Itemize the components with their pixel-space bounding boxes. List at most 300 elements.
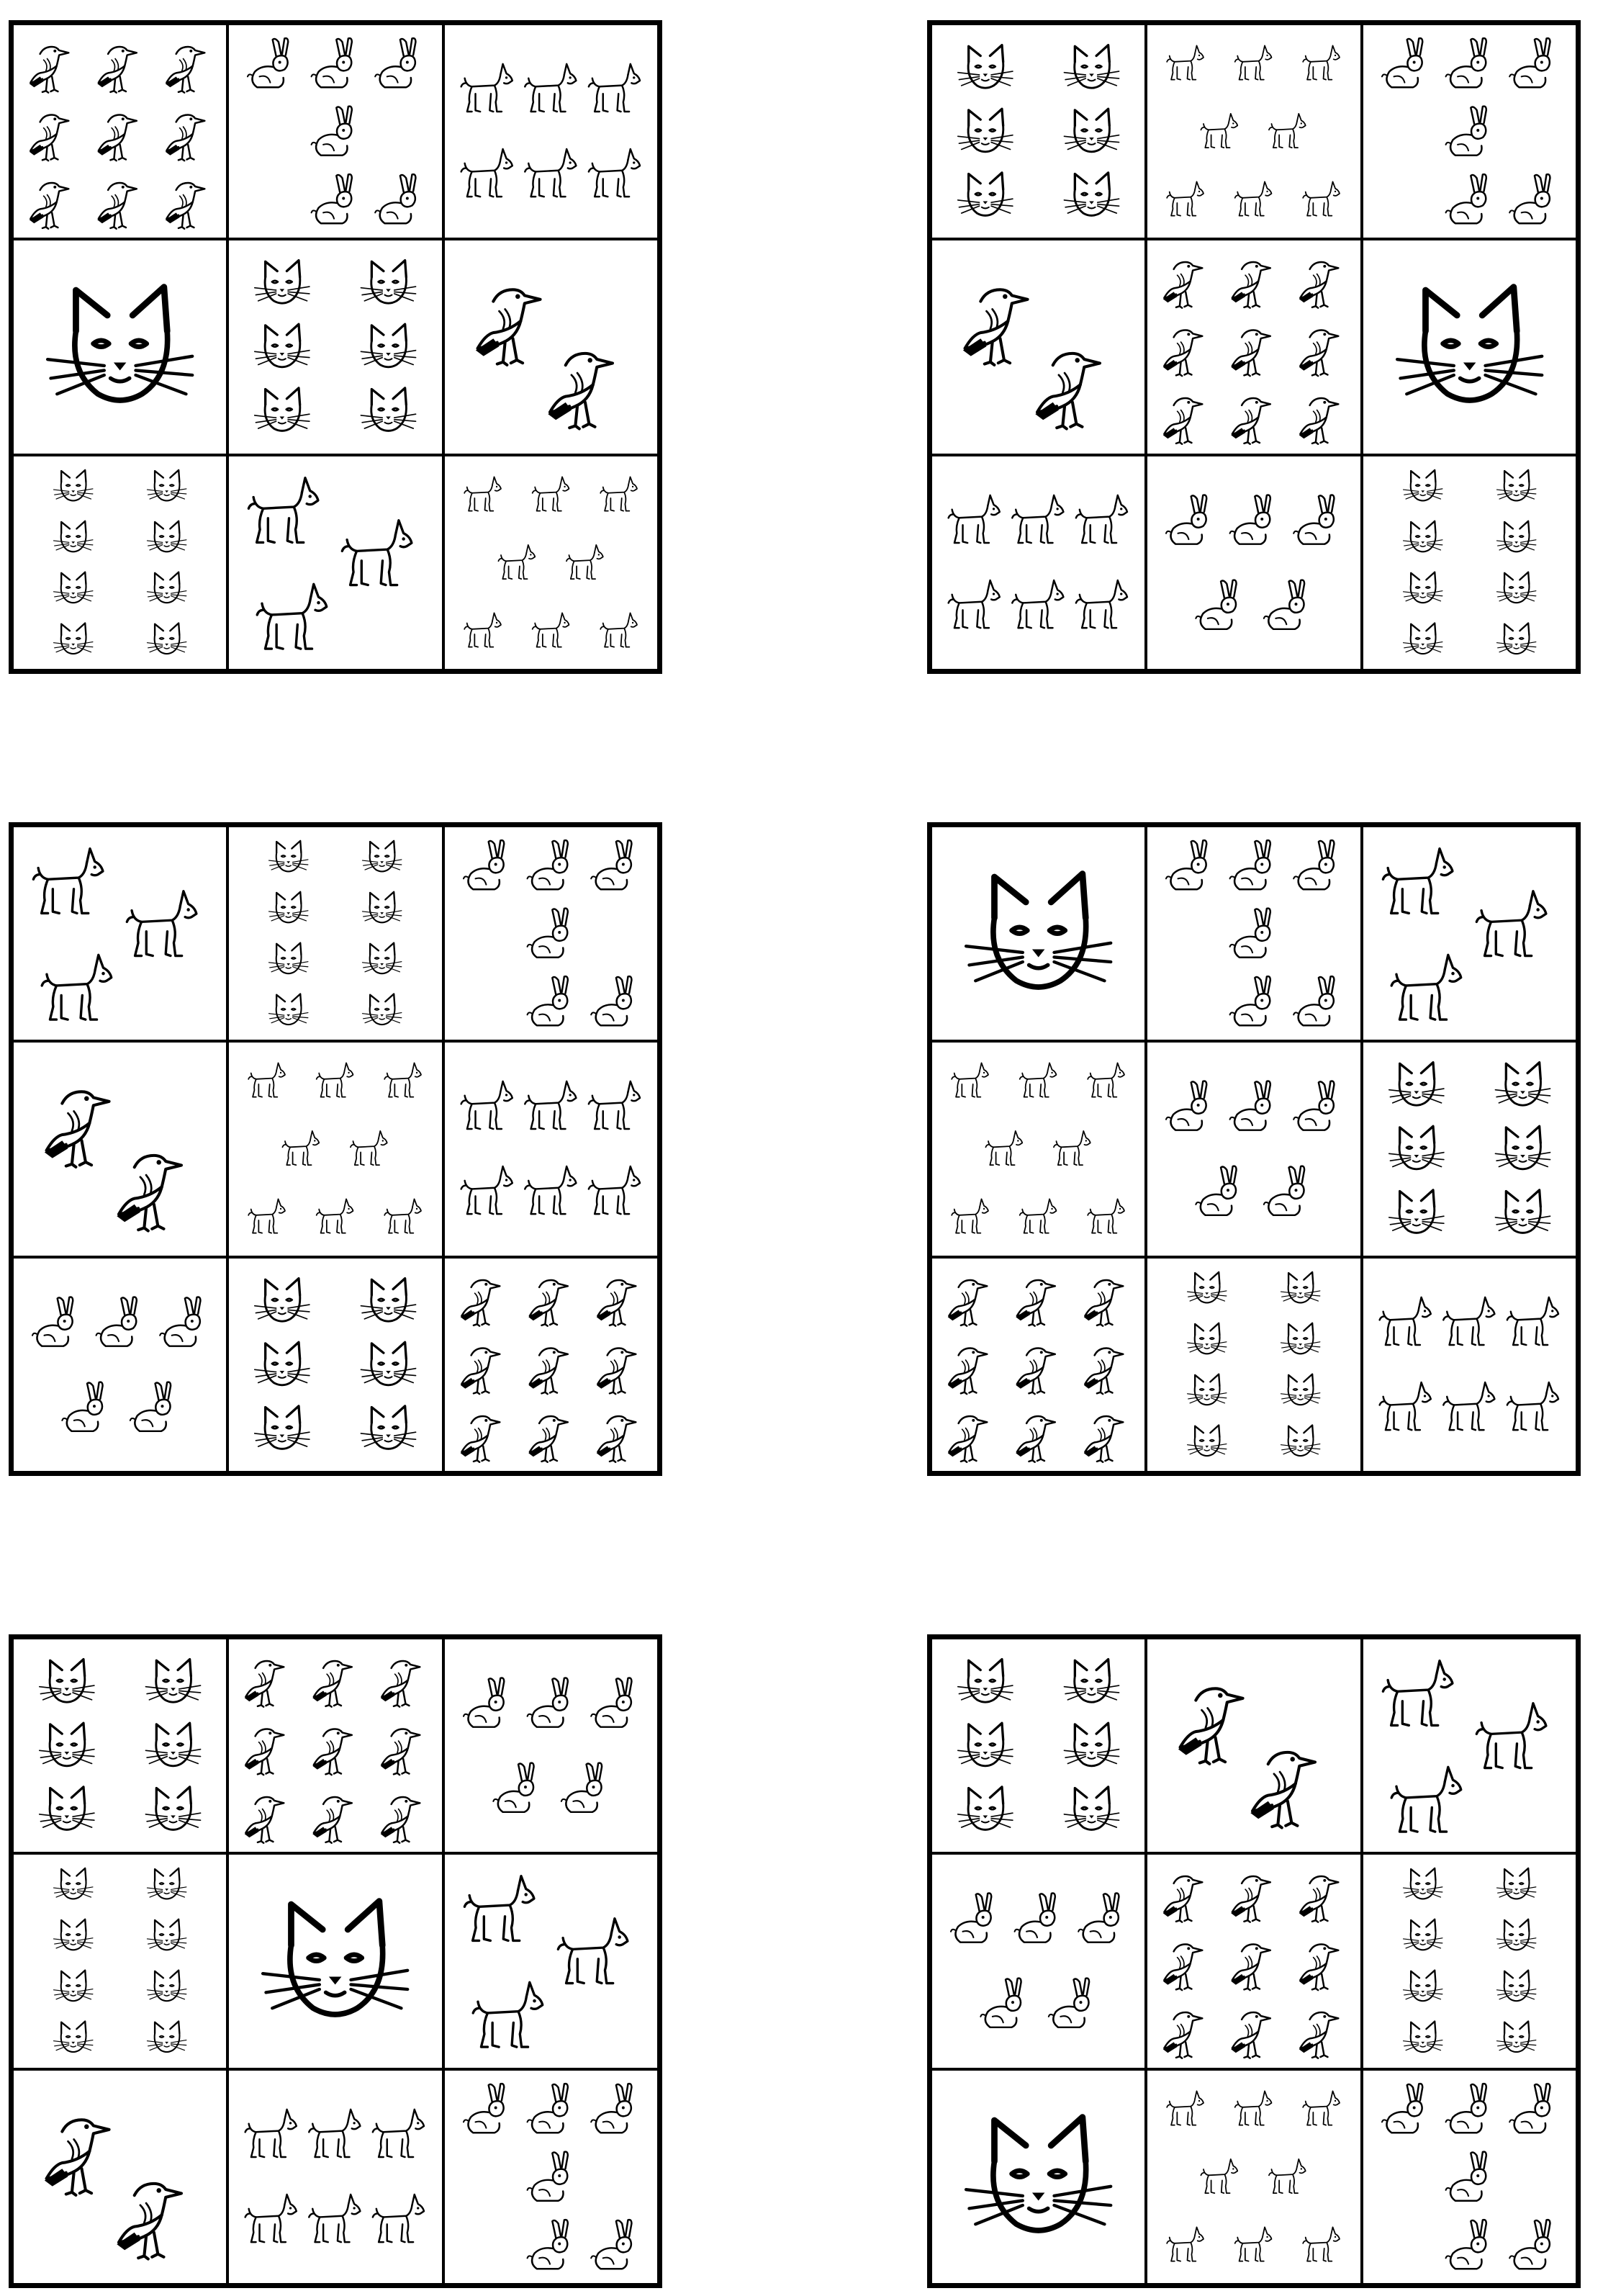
- dog-icon: [1054, 1131, 1091, 1165]
- bird-icon: [1299, 1876, 1339, 1922]
- rabbit-icon: [312, 38, 352, 87]
- dog-icon: [1269, 2159, 1306, 2193]
- dog-icon: [589, 1081, 640, 1129]
- bingo-cell-cat-8[interactable]: [1362, 455, 1577, 670]
- dog-icon: [558, 1919, 628, 1984]
- bingo-cell-dog-8[interactable]: [1146, 24, 1361, 239]
- bingo-cell-cat-6[interactable]: [931, 24, 1146, 239]
- cat-icon: [263, 1901, 407, 2014]
- cat-group: [14, 1639, 226, 1852]
- cat-icon: [1388, 1190, 1443, 1233]
- rabbit-group: [445, 1639, 657, 1852]
- dog-group: [14, 827, 226, 1040]
- cat-icon: [147, 521, 186, 552]
- dog-icon: [1269, 114, 1306, 148]
- cat-group: [229, 1855, 441, 2067]
- bird-icon: [245, 1797, 284, 1843]
- rabbit-icon: [248, 38, 288, 87]
- dog-icon: [525, 149, 576, 197]
- cat-icon: [1403, 2022, 1442, 2053]
- cat-icon: [1188, 1272, 1227, 1303]
- dog-icon: [1201, 114, 1238, 148]
- cat-icon: [147, 1919, 186, 1950]
- rabbit-icon: [1196, 580, 1237, 629]
- bingo-cell-cat-1[interactable]: [931, 826, 1146, 1041]
- dog-icon: [952, 1199, 988, 1233]
- dog-group: [445, 25, 657, 238]
- bingo-cell-bird-9[interactable]: [227, 1638, 443, 1853]
- bingo-cell-dog-6[interactable]: [227, 2069, 443, 2284]
- dog-icon: [310, 2110, 361, 2157]
- rabbit-icon: [312, 107, 352, 156]
- dog-icon: [1476, 891, 1546, 956]
- bird-icon: [1299, 262, 1339, 308]
- rabbit-icon: [96, 1297, 137, 1346]
- bingo-cell-rabbit-6[interactable]: [227, 24, 443, 239]
- bingo-cell-rabbit-6[interactable]: [443, 826, 659, 1041]
- bingo-cell-bird-2[interactable]: [931, 239, 1146, 454]
- bird-icon: [1163, 1945, 1203, 1991]
- cat-icon: [147, 2022, 186, 2053]
- bird-icon: [166, 115, 205, 161]
- cat-group: [932, 827, 1144, 1040]
- rabbit-icon: [1166, 495, 1206, 544]
- bingo-cell-bird-9[interactable]: [1146, 1853, 1361, 2068]
- bingo-cell-rabbit-6[interactable]: [1362, 24, 1577, 239]
- bingo-board-2: [927, 20, 1581, 674]
- cat-icon: [255, 1278, 310, 1321]
- rabbit-icon: [561, 1763, 602, 1812]
- bird-icon: [1232, 1945, 1271, 1991]
- rabbit-icon: [312, 174, 352, 223]
- dog-icon: [385, 1063, 422, 1097]
- rabbit-group: [445, 2071, 657, 2283]
- cat-icon: [1064, 1723, 1119, 1766]
- bird-icon: [1084, 1348, 1124, 1394]
- rabbit-icon: [1166, 840, 1206, 889]
- cat-icon: [269, 943, 308, 974]
- dog-group: [445, 456, 657, 669]
- cat-icon: [958, 173, 1013, 216]
- cat-icon: [1496, 2022, 1535, 2053]
- dog-icon: [248, 1199, 285, 1233]
- rabbit-icon: [1230, 909, 1270, 958]
- bingo-cell-dog-3[interactable]: [12, 826, 227, 1041]
- bingo-cell-cat-8[interactable]: [1362, 1853, 1577, 2068]
- bingo-cell-dog-8[interactable]: [931, 1041, 1146, 1256]
- cat-icon: [1496, 623, 1535, 654]
- rabbit-icon: [376, 38, 416, 87]
- rabbit-icon: [1509, 38, 1550, 87]
- bird-icon: [381, 1797, 420, 1843]
- rabbit-icon: [591, 2084, 631, 2133]
- dog-icon: [461, 64, 512, 112]
- bird-icon: [1299, 1945, 1339, 1991]
- rabbit-icon: [591, 2220, 631, 2269]
- rabbit-icon: [160, 1297, 200, 1346]
- cat-icon: [1064, 45, 1119, 89]
- rabbit-icon: [527, 1678, 567, 1727]
- dog-icon: [1379, 1297, 1430, 1345]
- bingo-cell-bird-9[interactable]: [1146, 239, 1361, 454]
- bird-icon: [1163, 398, 1203, 444]
- cat-icon: [1188, 1425, 1227, 1456]
- bird-icon: [528, 1280, 568, 1326]
- cat-group: [932, 1639, 1144, 1852]
- bird-icon: [460, 1348, 500, 1394]
- bird-icon: [1035, 354, 1100, 429]
- bird-icon: [1299, 330, 1339, 377]
- bingo-cell-rabbit-6[interactable]: [1362, 2069, 1577, 2284]
- dog-icon: [1167, 181, 1204, 215]
- bingo-cell-rabbit-6[interactable]: [443, 2069, 659, 2284]
- bingo-cell-cat-6[interactable]: [12, 1638, 227, 1853]
- bingo-cell-dog-3[interactable]: [443, 1853, 659, 2068]
- cat-icon: [145, 1787, 200, 1830]
- cat-icon: [361, 388, 416, 431]
- bingo-board-4: [927, 822, 1581, 1476]
- bird-icon: [1232, 330, 1271, 377]
- bingo-cell-dog-3[interactable]: [1362, 826, 1577, 1041]
- bingo-cell-cat-1[interactable]: [931, 2069, 1146, 2284]
- dog-icon: [525, 1081, 576, 1129]
- rabbit-icon: [1230, 1081, 1270, 1130]
- bird-icon: [313, 1729, 353, 1775]
- dog-icon: [245, 2110, 297, 2157]
- bird-icon: [963, 290, 1028, 366]
- bingo-cell-dog-6[interactable]: [931, 455, 1146, 670]
- cat-icon: [1281, 1425, 1320, 1456]
- cat-icon: [363, 994, 402, 1025]
- dog-icon: [525, 1166, 576, 1214]
- bingo-cell-bird-9[interactable]: [12, 24, 227, 239]
- rabbit-group: [1363, 2071, 1576, 2283]
- bingo-cell-rabbit-5[interactable]: [443, 1638, 659, 1853]
- cat-icon: [145, 1723, 200, 1766]
- cat-group: [1363, 1855, 1576, 2067]
- bird-group: [1147, 240, 1360, 453]
- rabbit-icon: [1264, 580, 1304, 629]
- rabbit-icon: [464, 840, 504, 889]
- dog-icon: [461, 149, 512, 197]
- rabbit-icon: [1294, 1081, 1335, 1130]
- cat-icon: [1403, 623, 1442, 654]
- bingo-cell-rabbit-5[interactable]: [1146, 1041, 1361, 1256]
- bingo-cell-cat-1[interactable]: [12, 239, 227, 454]
- bingo-cell-rabbit-5[interactable]: [1146, 455, 1361, 670]
- cat-icon: [1388, 1127, 1443, 1170]
- dog-group: [932, 1043, 1144, 1255]
- bird-icon: [30, 115, 69, 161]
- dog-icon: [1167, 2227, 1204, 2261]
- rabbit-icon: [1230, 495, 1270, 544]
- bird-group: [1147, 1639, 1360, 1852]
- dog-icon: [283, 1131, 320, 1165]
- dog-group: [229, 1043, 441, 1255]
- bingo-cell-cat-6[interactable]: [227, 1257, 443, 1472]
- dog-icon: [1020, 1063, 1057, 1097]
- rabbit-icon: [527, 976, 567, 1025]
- dog-icon: [1076, 580, 1127, 628]
- cat-icon: [1403, 1868, 1442, 1899]
- bird-icon: [245, 1661, 284, 1707]
- cat-icon: [40, 1660, 94, 1703]
- bird-icon: [313, 1661, 353, 1707]
- rabbit-icon: [1445, 2084, 1486, 2133]
- cat-icon: [958, 1660, 1013, 1703]
- dog-icon: [127, 891, 197, 956]
- bird-icon: [117, 2184, 181, 2259]
- dog-group: [229, 2071, 441, 2283]
- rabbit-icon: [1166, 1081, 1206, 1130]
- bingo-cell-rabbit-5[interactable]: [12, 1257, 227, 1472]
- bird-icon: [97, 183, 137, 229]
- dog-icon: [952, 1063, 988, 1097]
- bingo-cell-dog-8[interactable]: [227, 1041, 443, 1256]
- bird-group: [445, 1259, 657, 1471]
- dog-icon: [1235, 181, 1272, 215]
- dog-icon: [949, 495, 1000, 543]
- cat-icon: [1403, 1919, 1442, 1950]
- bingo-cell-bird-2[interactable]: [12, 2069, 227, 2284]
- bingo-cell-dog-6[interactable]: [1362, 1257, 1577, 1472]
- cat-icon: [1397, 287, 1542, 400]
- cat-icon: [1064, 1787, 1119, 1830]
- rabbit-icon: [591, 976, 631, 1025]
- dog-icon: [985, 1131, 1022, 1165]
- bingo-cell-cat-6[interactable]: [227, 239, 443, 454]
- dog-icon: [1076, 495, 1127, 543]
- dog-icon: [1383, 1661, 1453, 1726]
- cat-group: [14, 456, 226, 669]
- bird-group: [14, 25, 226, 238]
- bingo-cell-bird-2[interactable]: [443, 239, 659, 454]
- bingo-cell-bird-2[interactable]: [12, 1041, 227, 1256]
- dog-icon: [464, 1876, 534, 1941]
- bingo-cell-cat-6[interactable]: [1362, 1041, 1577, 1256]
- bird-icon: [1232, 1876, 1271, 1922]
- bird-icon: [45, 2120, 109, 2195]
- bird-icon: [1084, 1280, 1124, 1326]
- rabbit-icon: [527, 909, 567, 958]
- dog-icon: [1476, 1703, 1546, 1768]
- cat-group: [932, 2071, 1144, 2283]
- bingo-cell-cat-1[interactable]: [227, 1853, 443, 2068]
- bingo-cell-cat-8[interactable]: [12, 1853, 227, 2068]
- cat-icon: [54, 470, 93, 501]
- cat-icon: [1064, 109, 1119, 152]
- rabbit-icon: [32, 1297, 73, 1346]
- cat-icon: [1281, 1272, 1320, 1303]
- bingo-board-3: [9, 822, 662, 1476]
- cat-icon: [145, 1660, 200, 1703]
- rabbit-icon: [1445, 2151, 1486, 2200]
- cat-icon: [48, 287, 192, 400]
- cat-icon: [255, 388, 310, 431]
- bingo-cell-cat-8[interactable]: [12, 455, 227, 670]
- dog-icon: [1167, 2091, 1204, 2125]
- rabbit-icon: [1230, 976, 1270, 1025]
- bingo-board-5: [9, 1634, 662, 2288]
- rabbit-icon: [527, 840, 567, 889]
- cat-icon: [958, 45, 1013, 89]
- bingo-cell-dog-6[interactable]: [443, 1041, 659, 1256]
- dog-icon: [589, 1166, 640, 1214]
- dog-group: [1147, 25, 1360, 238]
- dog-icon: [566, 545, 603, 579]
- dog-icon: [461, 1166, 512, 1214]
- cat-icon: [1496, 521, 1535, 552]
- cat-group: [1363, 1043, 1576, 1255]
- cat-icon: [54, 1919, 93, 1950]
- rabbit-group: [1147, 827, 1360, 1040]
- cat-icon: [361, 1342, 416, 1385]
- dog-icon: [385, 1199, 422, 1233]
- rabbit-icon: [1445, 38, 1486, 87]
- bird-icon: [30, 183, 69, 229]
- cat-icon: [1388, 1063, 1443, 1106]
- bird-group: [229, 1639, 441, 1852]
- cat-icon: [1496, 1868, 1535, 1899]
- cat-icon: [361, 325, 416, 368]
- bird-icon: [245, 1729, 284, 1775]
- dog-icon: [1391, 955, 1461, 1019]
- bingo-cell-cat-1[interactable]: [1362, 239, 1577, 454]
- bird-icon: [1016, 1416, 1055, 1462]
- rabbit-icon: [980, 1978, 1021, 2027]
- rabbit-group: [1363, 25, 1576, 238]
- dog-icon: [1507, 1297, 1558, 1345]
- bingo-cell-bird-9[interactable]: [931, 1257, 1146, 1472]
- bird-group: [1147, 1855, 1360, 2067]
- cat-icon: [363, 943, 402, 974]
- cat-icon: [958, 1787, 1013, 1830]
- rabbit-icon: [1015, 1894, 1055, 1942]
- bingo-cell-dog-8[interactable]: [1146, 2069, 1361, 2284]
- bingo-cell-bird-2[interactable]: [1146, 1638, 1361, 1853]
- rabbit-icon: [464, 1678, 504, 1727]
- rabbit-icon: [1445, 107, 1486, 156]
- cat-group: [229, 240, 441, 453]
- dog-icon: [317, 1063, 353, 1097]
- rabbit-icon: [591, 840, 631, 889]
- dog-icon: [600, 613, 637, 647]
- bird-icon: [45, 1092, 109, 1168]
- cat-icon: [54, 2022, 93, 2053]
- cat-icon: [1495, 1127, 1550, 1170]
- cat-group: [1147, 1259, 1360, 1471]
- rabbit-group: [14, 1259, 226, 1471]
- bingo-board-6: [927, 1634, 1581, 2288]
- bird-icon: [1163, 330, 1203, 377]
- cat-group: [229, 1259, 441, 1471]
- bingo-board-1: [9, 20, 662, 674]
- rabbit-icon: [62, 1382, 102, 1431]
- cat-icon: [147, 572, 186, 603]
- bird-icon: [381, 1661, 420, 1707]
- dog-icon: [464, 613, 501, 647]
- cat-icon: [1495, 1063, 1550, 1106]
- rabbit-icon: [951, 1894, 991, 1942]
- dog-icon: [1391, 1767, 1461, 1832]
- dog-icon: [525, 64, 576, 112]
- bingo-cell-cat-8[interactable]: [227, 826, 443, 1041]
- dog-group: [445, 1855, 657, 2067]
- cat-icon: [147, 1868, 186, 1899]
- rabbit-icon: [527, 2151, 567, 2200]
- dog-icon: [589, 64, 640, 112]
- bird-icon: [1163, 1876, 1203, 1922]
- dog-icon: [461, 1081, 512, 1129]
- dog-icon: [42, 955, 112, 1019]
- dog-icon: [1235, 45, 1272, 79]
- dog-group: [1363, 827, 1576, 1040]
- bingo-cell-rabbit-5[interactable]: [931, 1853, 1146, 2068]
- bingo-cell-dog-3[interactable]: [227, 455, 443, 670]
- dog-icon: [1020, 1199, 1057, 1233]
- cat-icon: [361, 1278, 416, 1321]
- bird-icon: [948, 1280, 988, 1326]
- cat-icon: [54, 1971, 93, 2002]
- bingo-cell-bird-9[interactable]: [443, 1257, 659, 1472]
- rabbit-icon: [1509, 2084, 1550, 2133]
- rabbit-icon: [376, 174, 416, 223]
- cat-icon: [958, 1723, 1013, 1766]
- bird-icon: [117, 1156, 181, 1231]
- bird-group: [445, 240, 657, 453]
- bird-group: [932, 1259, 1144, 1471]
- dog-icon: [249, 477, 319, 542]
- dog-icon: [248, 1063, 285, 1097]
- dog-icon: [1012, 495, 1063, 543]
- dog-icon: [1443, 1297, 1494, 1345]
- cat-icon: [54, 1868, 93, 1899]
- cat-icon: [1281, 1374, 1320, 1405]
- cat-icon: [1064, 1660, 1119, 1703]
- dog-icon: [1235, 2091, 1272, 2125]
- cat-icon: [1403, 470, 1442, 501]
- dog-group: [1363, 1639, 1576, 1852]
- dog-icon: [1088, 1199, 1124, 1233]
- dog-icon: [532, 613, 569, 647]
- bird-icon: [1232, 262, 1271, 308]
- dog-icon: [949, 580, 1000, 628]
- dog-icon: [258, 584, 328, 649]
- bingo-cell-rabbit-6[interactable]: [1146, 826, 1361, 1041]
- bird-group: [14, 2071, 226, 2283]
- bingo-cell-dog-3[interactable]: [1362, 1638, 1577, 1853]
- cat-icon: [255, 1342, 310, 1385]
- rabbit-icon: [1382, 2084, 1422, 2133]
- rabbit-icon: [1509, 2220, 1550, 2269]
- bingo-cell-dog-6[interactable]: [443, 24, 659, 239]
- dog-icon: [343, 520, 412, 585]
- bird-icon: [596, 1416, 636, 1462]
- bingo-cell-cat-6[interactable]: [931, 1638, 1146, 1853]
- cat-icon: [255, 1406, 310, 1449]
- bird-icon: [476, 290, 541, 366]
- cat-group: [14, 240, 226, 453]
- cat-icon: [269, 892, 308, 923]
- bird-icon: [1084, 1416, 1124, 1462]
- rabbit-group: [445, 827, 657, 1040]
- bingo-cell-dog-8[interactable]: [443, 455, 659, 670]
- bingo-cell-cat-8[interactable]: [1146, 1257, 1361, 1472]
- dog-icon: [589, 149, 640, 197]
- rabbit-icon: [527, 2084, 567, 2133]
- cat-icon: [363, 892, 402, 923]
- bird-icon: [1163, 2012, 1203, 2058]
